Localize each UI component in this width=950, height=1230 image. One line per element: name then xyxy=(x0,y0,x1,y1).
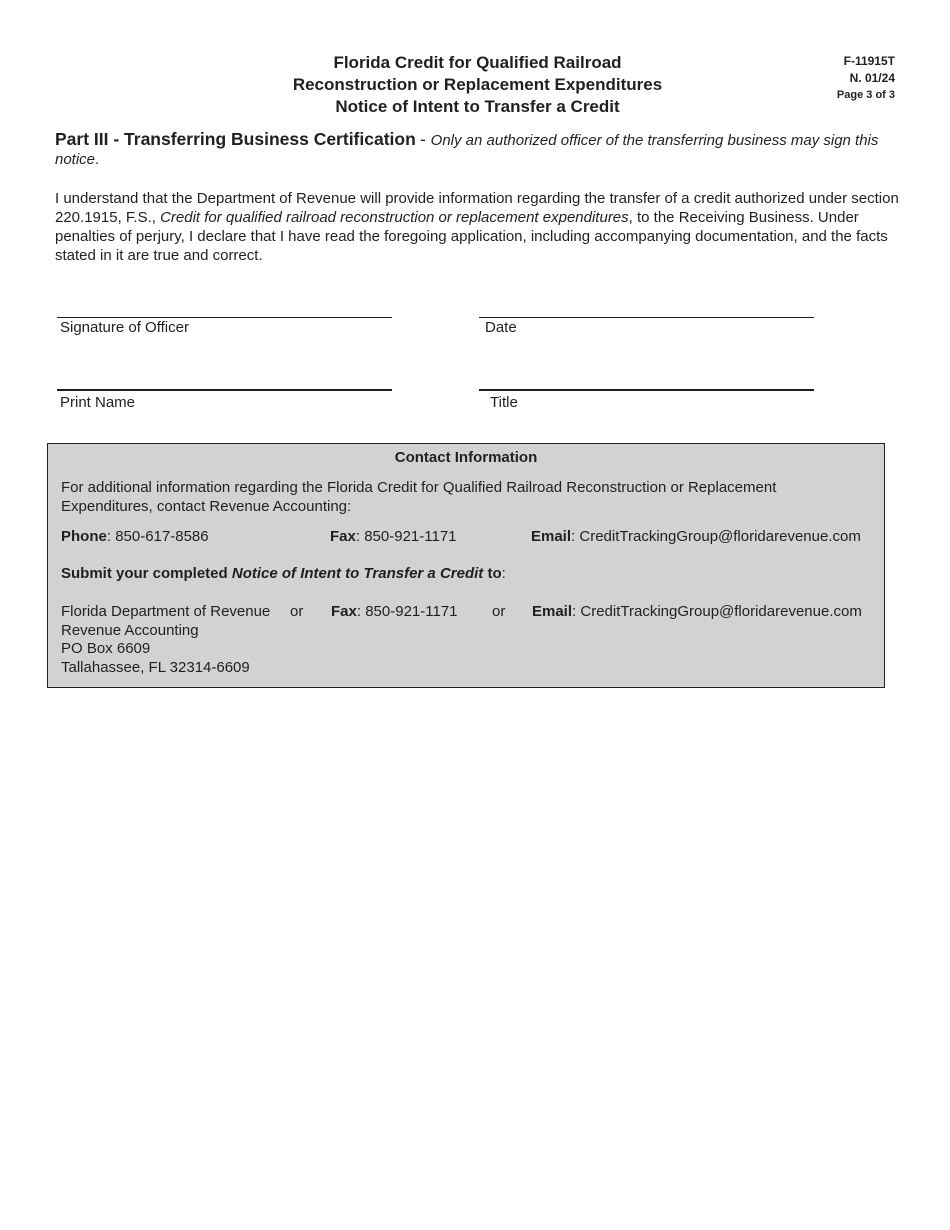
signature-line[interactable] xyxy=(57,317,392,318)
part-3-separator: - xyxy=(419,129,426,149)
contact-intro: For additional information regarding the Florida Credit for Qualified Railroad Reconstruction or Replacement Expenditures, contact Revenue Accounting: xyxy=(61,479,777,515)
form-title xyxy=(200,52,755,118)
date-label: Date xyxy=(485,319,517,336)
submit-fax xyxy=(331,603,458,622)
submit-email-address[interactable]: CreditTrackingGroup@floridarevenue.com xyxy=(580,603,862,620)
or-separator-1: or xyxy=(290,603,304,620)
submit-instructions xyxy=(61,565,506,584)
page-number: Page 3 of 3 xyxy=(836,89,895,101)
phone-colon: : xyxy=(106,528,112,545)
submit-to: to xyxy=(483,565,502,582)
title-line-1: Florida Credit for Qualified Railroad xyxy=(333,53,622,72)
print-name-line[interactable] xyxy=(57,389,392,391)
submit-email-label: Email xyxy=(532,603,573,620)
part-3-note-period: . xyxy=(95,151,100,168)
contact-email xyxy=(531,528,861,547)
phone-label: Phone xyxy=(61,528,107,545)
submit-fax-colon: : xyxy=(356,603,362,620)
form-revision: N. 01/24 xyxy=(849,71,895,85)
contact-heading: Contact Information xyxy=(394,449,538,466)
email-address[interactable]: CreditTrackingGroup@floridarevenue.com xyxy=(579,528,861,545)
submit-email-colon: : xyxy=(572,603,577,620)
part-3-note: Only an authorized officer of the transferring business may sign this notice xyxy=(55,132,879,168)
or-separator-2: or xyxy=(492,603,506,620)
address-line-4: Tallahassee, FL 32314-6609 xyxy=(61,658,250,676)
declaration-text-1: I understand that the Department of Revenue will provide information regarding the transfer of a credit authorized under section 220.1915, F.S., xyxy=(55,190,899,226)
part-3-title: Part III - Transferring Business Certification xyxy=(55,129,416,149)
phone-number: 850-617-8586 xyxy=(115,528,209,545)
signature-label: Signature of Officer xyxy=(60,319,189,336)
title-line-3: Notice of Intent to Transfer a Credit xyxy=(335,97,620,116)
title-line[interactable] xyxy=(479,389,814,391)
submit-form-name: Notice of Intent to Transfer a Credit xyxy=(231,565,484,582)
submit-fax-label: Fax xyxy=(331,603,357,620)
contact-fax xyxy=(330,528,457,547)
part-3-heading xyxy=(55,130,900,169)
print-name-label: Print Name xyxy=(60,394,136,411)
address-line-3: PO Box 6609 xyxy=(61,640,151,657)
form-number: F-11915T xyxy=(843,54,895,68)
contact-phone xyxy=(61,528,209,547)
certification-declaration xyxy=(55,189,900,265)
contact-information-box xyxy=(47,443,885,688)
declaration-credit-name: Credit for qualified railroad reconstruction or replacement expenditures xyxy=(160,209,629,226)
mailing-address xyxy=(61,603,270,677)
submit-email xyxy=(532,603,862,622)
submit-fax-number: 850-921-1171 xyxy=(365,603,458,620)
date-line[interactable] xyxy=(479,317,814,318)
declaration-text-2: , to the Receiving Business. Under penalties of perjury, I declare that I have read the foregoing application, including accompanying documentation, and the facts stated in it are true and correct. xyxy=(55,209,888,264)
form-identifier xyxy=(837,53,895,104)
fax-colon: : xyxy=(355,528,361,545)
title-label: Title xyxy=(490,394,518,411)
fax-label: Fax xyxy=(330,528,356,545)
address-line-2: Revenue Accounting xyxy=(61,621,199,639)
fax-number: 850-921-1171 xyxy=(364,528,457,545)
submit-prefix: Submit your completed xyxy=(61,565,232,582)
address-line-1: Florida Department of Revenue xyxy=(61,603,271,620)
email-colon: : xyxy=(571,528,576,545)
submit-colon: : xyxy=(501,565,506,582)
email-label: Email xyxy=(531,528,572,545)
title-line-2: Reconstruction or Replacement Expenditures xyxy=(292,75,663,94)
